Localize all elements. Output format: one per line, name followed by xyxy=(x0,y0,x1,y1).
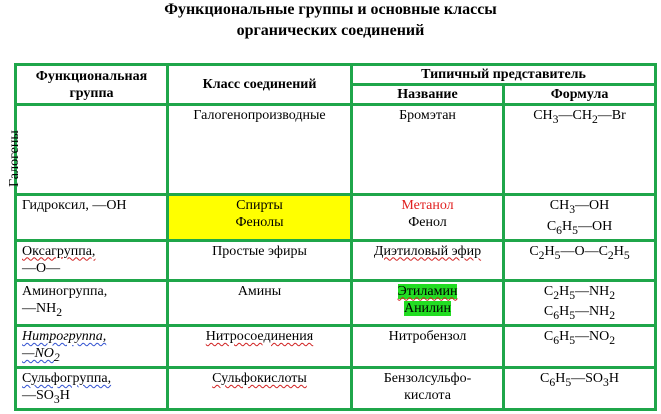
header-name: Название xyxy=(352,85,504,105)
table-row xyxy=(16,367,656,409)
name-nitrobenzene: Нитробензол xyxy=(388,329,467,345)
formula-aniline: $C_6H_5—NH_2$ xyxy=(543,304,616,323)
class-cell xyxy=(168,105,352,195)
group-nitro-formula: $—NO_2$ xyxy=(22,346,60,364)
table-row xyxy=(16,280,656,326)
group-sulfo: Сульфогруппа, xyxy=(22,370,112,386)
name-acid: кислота xyxy=(404,387,451,403)
formula-nitrobenzene: $C_6H_5—NO_2$ xyxy=(543,329,616,347)
group-cell xyxy=(16,195,168,241)
formula-phenol: $C_6H_5—OH$ xyxy=(546,218,613,237)
table-header-row xyxy=(16,65,656,85)
name-cell xyxy=(352,326,504,368)
class-cell xyxy=(168,195,352,241)
formula-cell xyxy=(504,240,656,280)
formula-methanol: $CH_3—OH$ xyxy=(549,198,610,216)
group-cell xyxy=(16,280,168,326)
group-cell xyxy=(16,326,168,368)
class-cell xyxy=(168,240,352,280)
header-representative: Типичный представитель xyxy=(352,65,656,85)
name-cell xyxy=(352,367,504,409)
formula-cell xyxy=(504,367,656,409)
page-subtitle: органических соединений xyxy=(236,22,425,39)
groups-table xyxy=(7,63,657,411)
group-halogens: Галогены xyxy=(7,130,22,187)
class-amines: Амины xyxy=(237,283,282,299)
class-sulfonic-acids: Сульфокислоты xyxy=(212,370,307,386)
name-ethylamine: Этиламин xyxy=(397,283,458,299)
table-row xyxy=(16,105,656,195)
group-cell xyxy=(7,105,168,195)
name-diethyl-ether: Диэтиловый эфир xyxy=(373,243,482,259)
group-amino: Аминогруппа, xyxy=(22,283,108,299)
name-cell xyxy=(352,105,504,195)
table-row xyxy=(16,195,656,241)
table-row xyxy=(16,240,656,280)
group-amino-formula: $—NH_2$ xyxy=(22,300,63,319)
name-aniline: Анилин xyxy=(403,300,452,316)
group-oxo: Оксагруппа, xyxy=(22,243,96,259)
class-halides: Галогенопроизводные xyxy=(193,108,326,123)
formula-bromoethane: $CH_3—CH_2—Br$ xyxy=(533,108,626,126)
name-cell xyxy=(352,195,504,241)
formula-cell xyxy=(504,326,656,368)
header-group: Функциональная группа xyxy=(16,65,168,105)
formula-diethyl-ether: $C_2H_5—O—C_2H_5$ xyxy=(529,243,630,262)
header-formula: Формула xyxy=(504,85,656,105)
group-nitro: Нитрогруппа, xyxy=(22,329,107,345)
name-bromoethane: Бромэтан xyxy=(399,108,456,123)
name-cell xyxy=(352,240,504,280)
formula-benzenesulfonic: $C_6H_5—SO_3H$ xyxy=(540,370,619,389)
header-class: Класс соединений xyxy=(168,65,352,105)
class-phenols: Фенолы xyxy=(235,215,284,230)
formula-cell xyxy=(504,195,656,241)
class-cell xyxy=(168,367,352,409)
group-hydroxyl: Гидроксил, —OH xyxy=(22,198,127,213)
group-oxo-formula: —O— xyxy=(22,260,61,276)
formula-cell xyxy=(504,105,656,195)
table-row xyxy=(16,326,656,368)
name-phenol: Фенол xyxy=(408,215,447,230)
name-benzenesulfonic: Бензолсульфо- xyxy=(383,370,472,386)
class-ethers: Простые эфиры xyxy=(212,243,307,259)
page-title: Функциональные группы и основные классы xyxy=(164,1,497,18)
formula-cell xyxy=(504,280,656,326)
group-cell xyxy=(16,367,168,409)
formula-ethylamine: $C_2H_5—NH_2$ xyxy=(543,283,616,302)
group-sulfo-formula: $—SO_3H$ xyxy=(22,387,70,406)
name-methanol: Метанол xyxy=(401,198,454,213)
class-nitro-compounds: Нитросоединения xyxy=(205,329,314,345)
name-cell xyxy=(352,280,504,326)
class-cell xyxy=(168,326,352,368)
class-cell xyxy=(168,280,352,326)
group-cell xyxy=(16,240,168,280)
class-alcohols: Спирты xyxy=(236,198,283,213)
